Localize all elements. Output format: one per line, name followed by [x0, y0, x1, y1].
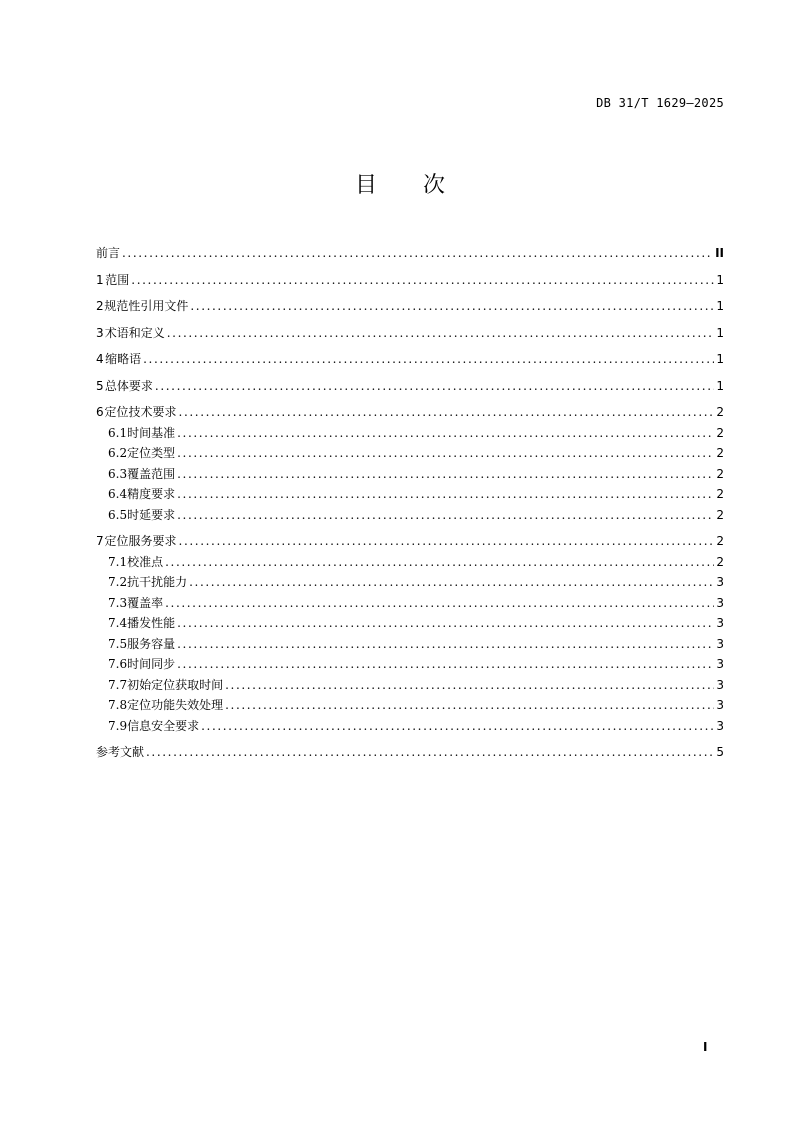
toc-entry-6[interactable]	[96, 402, 724, 423]
toc-entry-number: 1	[96, 272, 104, 287]
toc-entry-page: 3	[716, 575, 724, 589]
toc-leader-dots	[177, 634, 714, 655]
toc-leader-dots	[177, 423, 714, 444]
toc-entry-page: 3	[716, 677, 724, 692]
toc-entry-number: 6.2	[108, 446, 128, 460]
toc-entry-page: 3	[716, 616, 724, 630]
toc-entry-5[interactable]	[96, 376, 724, 403]
toc-entry-text: 定位类型	[127, 446, 176, 460]
toc-entry-text: 覆盖范围	[127, 466, 176, 481]
toc-entry-7-7[interactable]	[96, 675, 724, 696]
table-of-contents	[96, 243, 724, 769]
toc-entry-page: 3	[716, 657, 724, 671]
toc-leader-dots	[225, 695, 714, 716]
toc-entry-text: 术语和定义	[104, 325, 165, 340]
toc-entry-number: 4	[96, 352, 104, 366]
toc-entry-number: 6.1	[108, 425, 128, 440]
toc-entry-6-1[interactable]	[96, 423, 724, 444]
toc-leader-dots	[190, 296, 714, 317]
toc-entry-7-4[interactable]	[96, 613, 724, 634]
toc-entry-number: 3	[96, 325, 104, 340]
toc-entry-text: 覆盖率	[127, 595, 164, 610]
toc-entry-text: 总体要求	[104, 378, 153, 393]
toc-entry-page: 2	[716, 534, 724, 548]
toc-entry-page: 3	[716, 595, 724, 610]
toc-entry-1[interactable]	[96, 270, 724, 297]
toc-entry-number: 6.4	[108, 487, 128, 501]
toc-entry-page: 3	[716, 718, 724, 733]
toc-entry-number: 7.5	[108, 636, 128, 651]
toc-entry-page: 3	[716, 636, 724, 651]
toc-entry-page: 5	[716, 745, 724, 759]
toc-leader-dots	[189, 572, 714, 593]
toc-entry-7-2[interactable]	[96, 572, 724, 593]
toc-entry-page: 1	[716, 299, 724, 313]
toc-entry-number: 7.1	[108, 554, 128, 569]
toc-leader-dots	[179, 402, 715, 423]
toc-entry-page: 2	[716, 425, 724, 440]
toc-entry-7-8[interactable]	[96, 695, 724, 716]
toc-entry-text: 抗干扰能力	[127, 575, 188, 589]
toc-entry-3[interactable]	[96, 323, 724, 350]
toc-entry-number: 6.3	[108, 466, 128, 481]
toc-entry-7-5[interactable]	[96, 634, 724, 655]
toc-entry-number: 2	[96, 299, 104, 313]
toc-leader-dots	[201, 716, 714, 737]
toc-leader-dots	[143, 349, 714, 370]
toc-entry-6-3[interactable]	[96, 464, 724, 485]
toc-entry-text: 规范性引用文件	[104, 299, 189, 313]
toc-entry-4[interactable]	[96, 349, 724, 376]
toc-leader-dots	[131, 270, 714, 291]
toc-entry-number: 7.3	[108, 595, 128, 610]
toc-entry-page: 2	[716, 466, 724, 481]
toc-entry-text: 参考文献	[96, 745, 145, 759]
toc-entry-text: 定位技术要求	[104, 405, 177, 419]
toc-entry-7[interactable]	[96, 531, 724, 552]
toc-entry-text: 时间基准	[127, 425, 176, 440]
toc-entry-6-5[interactable]	[96, 505, 724, 532]
page-number: I	[703, 1040, 708, 1054]
toc-entry-text: 时延要求	[127, 507, 176, 522]
toc-entry-page: II	[715, 246, 724, 260]
toc-leader-dots	[165, 552, 714, 573]
toc-entry-number: 7.7	[108, 677, 128, 692]
toc-entry-number: 7.8	[108, 698, 128, 712]
toc-entry-2[interactable]	[96, 296, 724, 323]
toc-entry-page: 2	[716, 507, 724, 522]
toc-entry-7-3[interactable]	[96, 593, 724, 614]
toc-leader-dots	[177, 443, 714, 464]
toc-leader-dots	[177, 613, 714, 634]
toc-entry-text: 前言	[96, 246, 121, 260]
toc-entry-number: 7.9	[108, 718, 128, 733]
toc-leader-dots	[122, 243, 713, 264]
toc-entry-6-4[interactable]	[96, 484, 724, 505]
toc-entry-number: 7	[96, 534, 104, 548]
page-title	[0, 168, 800, 199]
document-code: DB 31/T 1629—2025	[596, 96, 724, 110]
title-char-2: 次	[423, 173, 446, 198]
toc-entry-page: 2	[716, 405, 724, 419]
toc-entry-text: 定位功能失效处理	[127, 698, 224, 712]
toc-entry-text: 缩略语	[105, 352, 142, 366]
toc-entry-page: 2	[716, 487, 724, 501]
toc-entry-page: 2	[716, 554, 724, 569]
toc-entry-7-1[interactable]	[96, 552, 724, 573]
toc-entry-text: 初始定位获取时间	[127, 677, 224, 692]
toc-entry-7-6[interactable]	[96, 654, 724, 675]
toc-entry-number: 6.5	[108, 507, 128, 522]
toc-leader-dots	[146, 742, 714, 763]
toc-entry-number: 7.2	[108, 575, 128, 589]
toc-leader-dots	[165, 593, 714, 614]
toc-entry-number: 7.4	[108, 616, 128, 630]
toc-entry-6-2[interactable]	[96, 443, 724, 464]
toc-leader-dots	[167, 323, 715, 344]
title-char-1: 目	[354, 173, 377, 198]
toc-entry-page: 3	[716, 698, 724, 712]
toc-entry-7-9[interactable]	[96, 716, 724, 743]
toc-entry-number: 6	[96, 405, 104, 419]
toc-entry-number: 5	[96, 378, 104, 393]
toc-entry-number: 7.6	[108, 657, 128, 671]
toc-leader-dots	[177, 654, 714, 675]
toc-entry-text: 信息安全要求	[127, 718, 200, 733]
toc-entry-page: 1	[716, 325, 724, 340]
toc-leader-dots	[177, 505, 714, 526]
toc-entry-text: 范围	[105, 272, 130, 287]
toc-entry-page: 1	[716, 378, 724, 393]
toc-entry-bibliography[interactable]	[96, 742, 724, 769]
toc-entry-page: 1	[716, 272, 724, 287]
toc-leader-dots	[179, 531, 715, 552]
toc-entry-text: 校准点	[127, 554, 164, 569]
toc-leader-dots	[177, 484, 714, 505]
toc-leader-dots	[225, 675, 714, 696]
toc-entry-text: 定位服务要求	[104, 534, 177, 548]
toc-entry-text: 服务容量	[127, 636, 176, 651]
toc-leader-dots	[177, 464, 714, 485]
toc-entry-page: 2	[716, 446, 724, 460]
toc-entry-text: 播发性能	[127, 616, 176, 630]
toc-entry-text: 时间同步	[127, 657, 176, 671]
toc-entry-foreword[interactable]	[96, 243, 724, 270]
toc-entry-page: 1	[716, 352, 724, 366]
toc-leader-dots	[155, 376, 714, 397]
toc-entry-text: 精度要求	[127, 487, 176, 501]
